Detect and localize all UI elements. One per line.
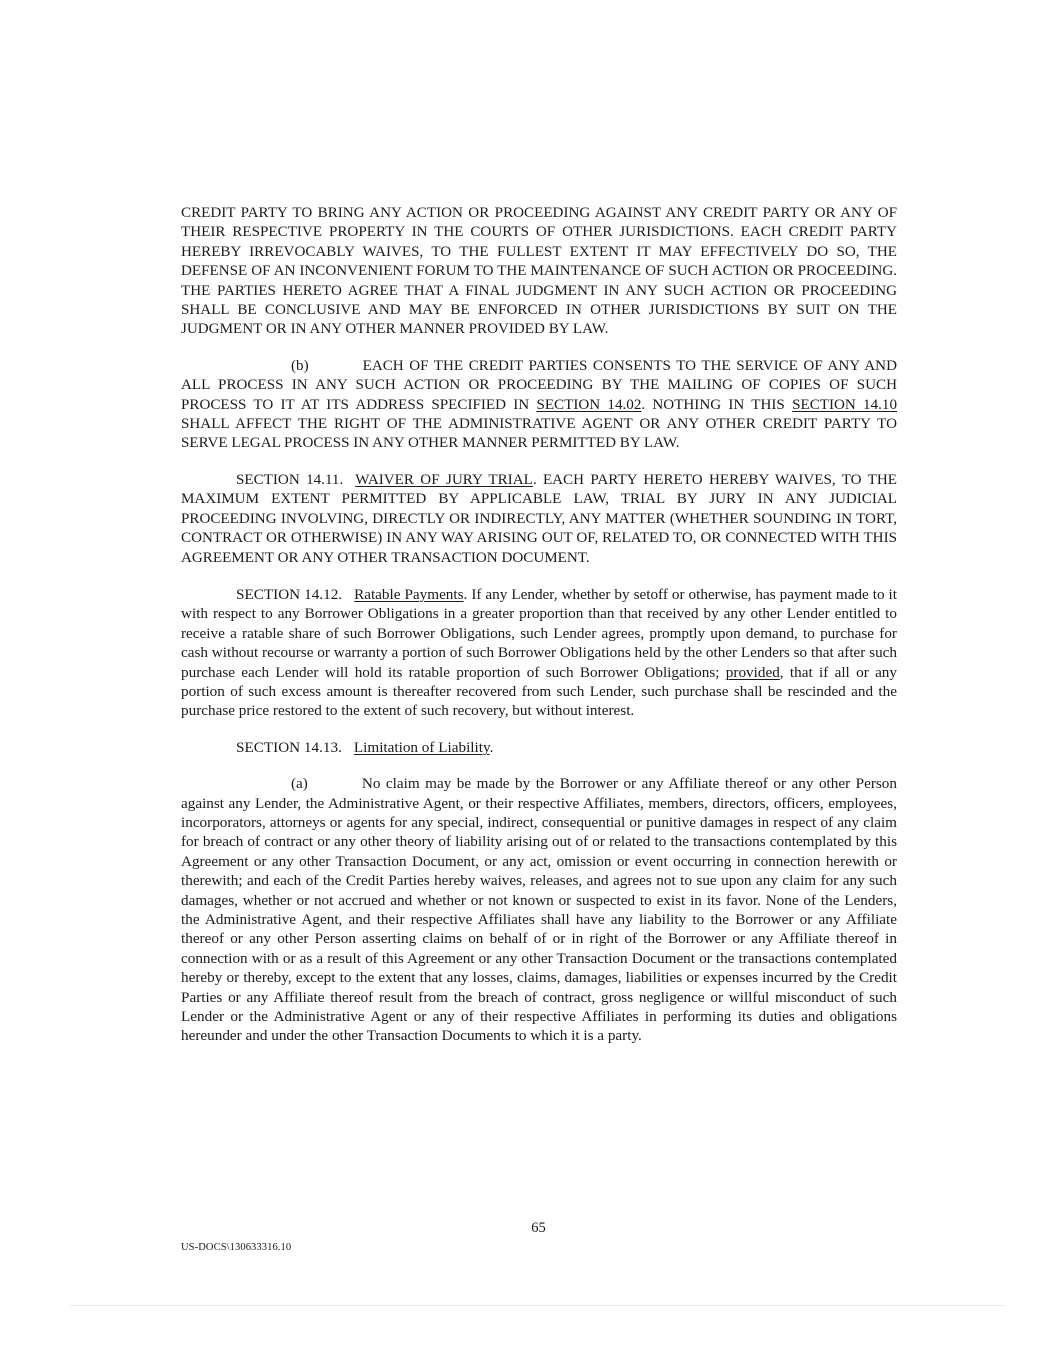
clause-marker-b: (b) (291, 357, 309, 374)
section-number: SECTION 14.13. (236, 738, 342, 756)
section-reference-14-10: SECTION 14.10 (792, 396, 898, 413)
provided-term: provided (725, 663, 780, 681)
page-number: 65 (531, 1220, 546, 1236)
paragraph-text: . NOTHING IN THIS (641, 396, 793, 413)
page-bottom-divider (70, 1305, 1006, 1306)
section-text: . If any Lender, whether by setoff or otherwise, has payment made to it with respect to any Borrower Obligations in a greater proportion than that received by any other Lender entitled to receive a ratable share of such Borrower Obligations, such Lender agrees, promptly upon demand, to purchase for cash without recourse or warranty a portion of such Borrower Obligations held by the other Lenders so that after such purchase each Lender will hold its ratable proportion of such Borrower Obligations; (181, 585, 897, 681)
section-number: SECTION 14.11. (236, 471, 344, 488)
paragraph-a-limitation-of-liability (181, 774, 897, 1046)
clause-marker-a: (a) (291, 775, 308, 793)
paragraph-text: SHALL AFFECT THE RIGHT OF THE ADMINISTRATIVE AGENT OR ANY OTHER CREDIT PARTY TO SERVE LEGAL PROCESS IN ANY OTHER MANNER PERMITTED BY LAW. (181, 416, 897, 452)
section-heading: Limitation of Liability (353, 738, 490, 756)
section-14-13-heading (181, 738, 897, 757)
section-number: SECTION 14.12. (236, 585, 343, 603)
paragraph-text: CREDIT PARTY TO BRING ANY ACTION OR PROCEEDING AGAINST ANY CREDIT PARTY OR ANY OF THEIR RESPECTIVE PROPERTY IN THE COURTS OF OTHER JURISDICTIONS. EACH CREDIT PARTY HEREBY IRREVOCABLY WAIVES, TO THE FULLEST EXTENT IT MAY EFFECTIVELY DO SO, THE DEFENSE OF AN INCONVENIENT FORUM TO THE MAINTENANCE OF SUCH ACTION OR PROCEEDING. THE PARTIES HERETO AGREE THAT A FINAL JUDGMENT IN ANY SUCH ACTION OR PROCEEDING SHALL BE CONCLUSIVE AND MAY BE ENFORCED IN OTHER JURISDICTIONS BY SUIT ON THE JUDGMENT OR IN ANY OTHER MANNER PROVIDED BY LAW. (181, 205, 897, 338)
section-text: , that if all or any portion of such excess amount is thereafter recovered from such Lender, such purchase shall be rescinded and the purchase price restored to the extent of such recovery, but without interest. (181, 663, 897, 720)
section-14-12-ratable-payments (181, 585, 897, 721)
paragraph-text: No claim may be made by the Borrower or any Affiliate thereof or any other Person against any Lender, the Administrative Agent, or their respective Affiliates, members, directors, officers, employees, incorporators, attorneys or agents for any special, indirect, consequential or punitive damages in respect of any claim for breach of contract or any other theory of liability arising out of or related to the transactions contemplated by this Agreement or any other Transaction Document, or any act, omission or event occurring in connection herewith or therewith; and each of the Credit Parties hereby waives, releases, and agrees not to sue upon any claim for any such damages, whether or not accrued and whether or not known or suspected to exist in its favor. None of the Lenders, the Administrative Agent, and their respective Affiliates shall have any liability to the Borrower or any Affiliate thereof or any other Person asserting claims on behalf of or in right of the Borrower or any Affiliate thereof in connection with or as a result of this Agreement or any other Transaction Document or the transactions contemplated hereby or thereby, except to the extent that any losses, claims, damages, liabilities or expenses incurred by the Credit Parties or any Affiliate thereof result from the breach of contract, gross negligence or willful misconduct of such Lender or the Administrative Agent or any of their respective Affiliates in performing its duties and obligations hereunder and under the other Transaction Documents to which it is a party. (181, 775, 897, 1045)
section-heading: Ratable Payments (354, 585, 464, 603)
paragraph-text: EACH OF THE CREDIT PARTIES CONSENTS TO THE SERVICE OF ANY AND ALL PROCESS IN ANY SUCH ACTION OR PROCEEDING BY THE MAILING OF COPIES OF SUCH PROCESS TO IT AT ITS ADDRESS SPECIFIED IN (181, 357, 897, 413)
heading-period: . (489, 738, 494, 756)
section-text: . EACH PARTY HERETO HEREBY WAIVES, TO THE MAXIMUM EXTENT PERMITTED BY APPLICABLE LAW, TRIAL BY JURY IN ANY JUDICIAL PROCEEDING INVOLVING, DIRECTLY OR INDIRECTLY, ANY MATTER (WHETHER SOUNDING IN TORT, CONTRACT OR OTHERWISE) IN ANY WAY ARISING OUT OF, RELATED TO, OR CONNECTED WITH THIS AGREEMENT OR ANY OTHER TRANSACTION DOCUMENT. (181, 471, 897, 566)
paragraph-jurisdiction-continuation (181, 204, 897, 340)
section-heading: WAIVER OF JURY TRIAL (355, 471, 533, 488)
paragraph-b-service-of-process (181, 357, 897, 454)
section-14-11-jury-trial-waiver (181, 471, 897, 568)
section-reference-14-02: SECTION 14.02 (536, 396, 642, 413)
document-id: US-DOCS\130633316.10 (181, 1242, 292, 1253)
document-body (181, 204, 897, 1063)
